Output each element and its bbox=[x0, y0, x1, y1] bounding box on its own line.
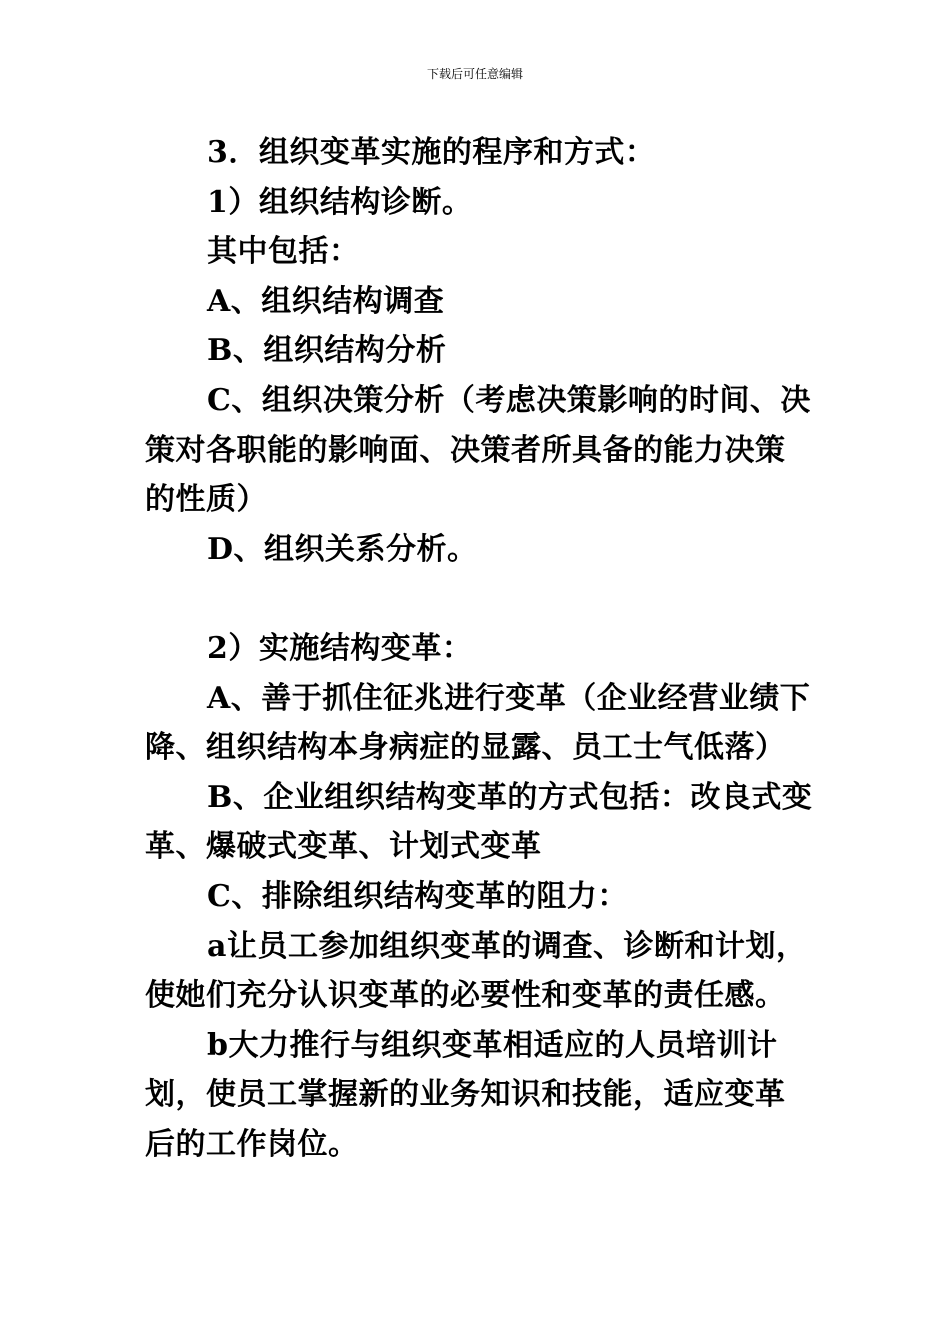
list-item: B、组织结构分析 bbox=[207, 333, 447, 369]
list-item: A、善于抓住征兆进行变革（企业经营业绩下降、组织结构本身病症的显露、员工士气低落） bbox=[145, 680, 811, 766]
document-body bbox=[145, 128, 815, 1169]
list-item: A、组织结构调查 bbox=[207, 283, 445, 319]
list-item: D、组织关系分析。 bbox=[207, 531, 478, 567]
sub-list-item: a让员工参加组织变革的调查、诊断和计划，使她们充分认识变革的必要性和变革的责任感。 bbox=[145, 928, 807, 1014]
download-note: 下载后可任意编辑 bbox=[426, 67, 523, 81]
list-item: B、企业组织结构变革的方式包括：改良式变革、爆破式变革、计划式变革 bbox=[145, 779, 813, 865]
section-heading: 3．组织变革实施的程序和方式： bbox=[207, 135, 656, 170]
sub-list-item: b大力推行与组织变革相适应的人员培训计划，使员工掌握新的业务知识和技能，适应变革后的工作岗位。 bbox=[145, 1027, 786, 1162]
list-item: C、排除组织结构变革的阻力： bbox=[207, 878, 628, 914]
list-item: C、组织决策分析（考虑决策影响的时间、决策对各职能的影响面、决策者所具备的能力决策的性质） bbox=[145, 382, 811, 518]
step-heading: 1）组织结构诊断。 bbox=[207, 184, 473, 220]
paragraph-gap bbox=[145, 574, 815, 624]
step-heading: 2）实施结构变革： bbox=[207, 630, 473, 666]
paragraph: 其中包括： bbox=[207, 234, 360, 270]
